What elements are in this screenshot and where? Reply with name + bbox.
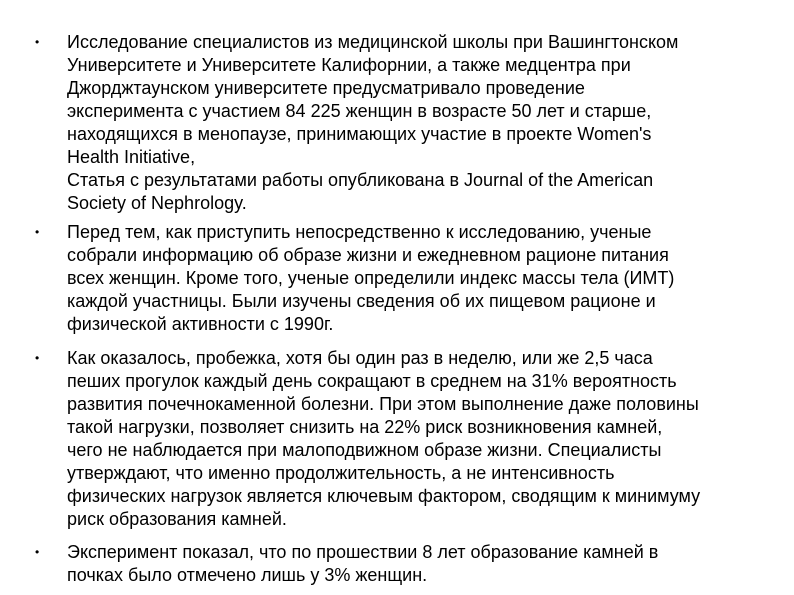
text-line: Исследование специалистов из медицинской школы при Вашингтонском <box>67 32 679 52</box>
text-line: Перед тем, как приступить непосредственно к исследованию, ученые <box>67 222 652 242</box>
text-line: Society of Nephrology. <box>67 193 247 213</box>
bullet-marker: • <box>35 351 40 365</box>
text-line: находящихся в менопаузе, принимающих участие в проекте Women's <box>67 124 652 144</box>
text-line: чего не наблюдается при малоподвижном образе жизни. Специалисты <box>67 440 662 460</box>
text-line: развития почечнокаменной болезни. При этом выполнение даже половины <box>67 394 699 414</box>
text-line: утверждают, что именно продолжительность, а не интенсивность <box>67 463 615 483</box>
text-line: риск образования камней. <box>67 509 287 529</box>
bullet-paragraph <box>67 541 782 587</box>
text-line: физических нагрузок является ключевым фактором, сводящим к минимуму <box>67 486 701 506</box>
text-line: такой нагрузки, позволяет снизить на 22% риск возникновения камней, <box>67 417 663 437</box>
bullet-paragraph <box>67 347 782 531</box>
text-line: всех женщин. Кроме того, ученые определили индекс массы тела (ИМТ) <box>67 268 675 288</box>
text-line: пеших прогулок каждый день сокращают в среднем на 31% вероятность <box>67 371 677 391</box>
bullet-marker: • <box>35 35 40 49</box>
bullet-paragraph <box>67 31 782 215</box>
text-line: Health Initiative, <box>67 147 196 167</box>
text-line: эксперимента с участием 84 225 женщин в возрасте 50 лет и старше, <box>67 101 652 121</box>
text-line: Статья с результатами работы опубликована в Journal of the American <box>67 170 654 190</box>
bullet-marker: • <box>35 545 40 559</box>
text-line: почках было отмечено лишь у 3% женщин. <box>67 565 428 585</box>
text-line: Как оказалось, пробежка, хотя бы один раз в неделю, или же 2,5 часа <box>67 348 653 368</box>
text-line: каждой участницы. Были изучены сведения об их пищевом рационе и <box>67 291 656 311</box>
text-line: Эксперимент показал, что по прошествии 8 лет образование камней в <box>67 542 659 562</box>
text-line: Джорджтаунском университете предусматривало проведение <box>67 78 585 98</box>
bullet-marker: • <box>35 225 40 239</box>
text-line: Университете и Университете Калифорнии, а также медцентра при <box>67 55 631 75</box>
bullet-paragraph <box>67 221 782 336</box>
text-line: физической активности с 1990г. <box>67 314 334 334</box>
text-line: собрали информацию об образе жизни и ежедневном рационе питания <box>67 245 669 265</box>
